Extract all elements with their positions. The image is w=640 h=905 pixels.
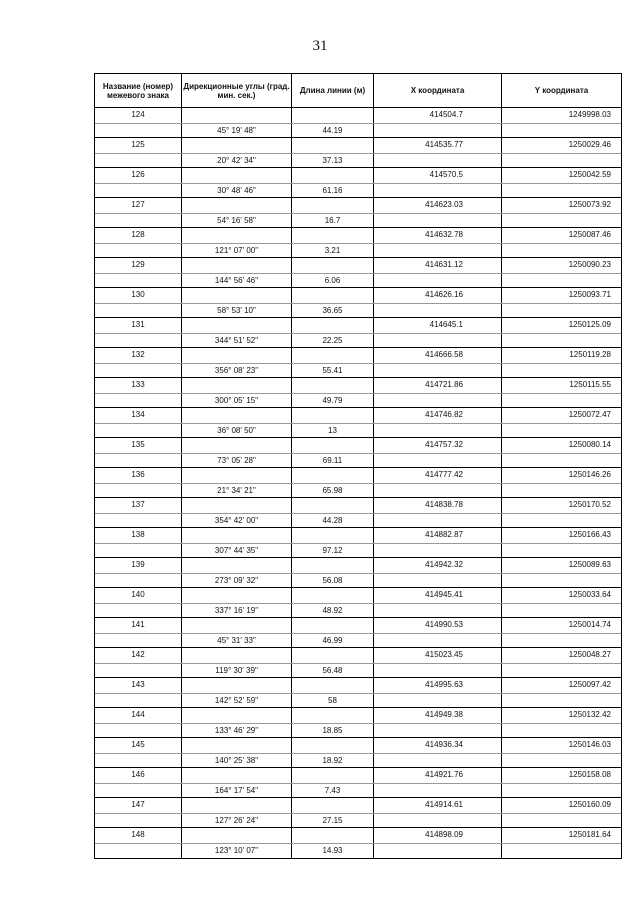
- empty-cell: [374, 634, 502, 649]
- empty-cell: [292, 438, 374, 453]
- line-length: 56.08: [292, 574, 374, 589]
- empty-cell: [292, 168, 374, 183]
- direction-angle: 344° 51' 52": [182, 334, 292, 349]
- empty-cell: [182, 258, 292, 273]
- boundary-mark-name: 134: [95, 408, 182, 423]
- x-coordinate: 414914.61: [374, 798, 502, 813]
- direction-angle: 337° 16' 19": [182, 604, 292, 619]
- empty-cell: [182, 588, 292, 603]
- empty-cell: [502, 454, 621, 469]
- boundary-mark-name: 148: [95, 828, 182, 843]
- x-coordinate: 414504.7: [374, 108, 502, 123]
- x-coordinate: 414936.34: [374, 738, 502, 753]
- header-x: X координата: [374, 74, 502, 107]
- empty-cell: [292, 228, 374, 243]
- empty-cell: [182, 198, 292, 213]
- empty-cell: [182, 768, 292, 783]
- direction-angle: 133° 46' 29": [182, 724, 292, 739]
- line-length: 58: [292, 694, 374, 709]
- empty-cell: [374, 724, 502, 739]
- y-coordinate: 1250073.92: [568, 200, 611, 209]
- x-coordinate: 414631.12: [374, 258, 502, 273]
- table-row: [95, 198, 621, 228]
- empty-cell: [182, 228, 292, 243]
- empty-cell: [182, 318, 292, 333]
- x-coordinate: 414632.78: [374, 228, 502, 243]
- empty-cell: [502, 484, 621, 499]
- direction-angle: 45° 31' 33": [182, 634, 292, 649]
- empty-cell: [502, 604, 621, 619]
- table-row: [95, 318, 621, 348]
- direction-angle: 54° 16' 58": [182, 214, 292, 229]
- boundary-mark-name: 141: [95, 618, 182, 633]
- x-coordinate: 414942.32: [374, 558, 502, 573]
- table-row: [95, 708, 621, 738]
- y-coordinate: 1250170.52: [568, 500, 611, 509]
- line-length: 36.65: [292, 304, 374, 319]
- empty-cell: [502, 634, 621, 649]
- boundary-mark-name: 136: [95, 468, 182, 483]
- boundary-mark-name: 126: [95, 168, 182, 183]
- empty-cell: [502, 154, 621, 169]
- empty-cell: [95, 604, 182, 619]
- x-coordinate: 414623.03: [374, 198, 502, 213]
- empty-cell: [95, 124, 182, 139]
- empty-cell: [95, 574, 182, 589]
- direction-angle: 21° 34' 21": [182, 484, 292, 499]
- empty-cell: [502, 664, 621, 679]
- empty-cell: [374, 664, 502, 679]
- boundary-mark-name: 135: [95, 438, 182, 453]
- empty-cell: [502, 184, 621, 199]
- y-coordinate: 1250087.46: [568, 230, 611, 239]
- boundary-mark-name: 142: [95, 648, 182, 663]
- empty-cell: [182, 678, 292, 693]
- x-coordinate: 414721.86: [374, 378, 502, 393]
- x-coordinate: 414757.32: [374, 438, 502, 453]
- boundary-mark-name: 124: [95, 108, 182, 123]
- empty-cell: [502, 424, 621, 439]
- empty-cell: [374, 214, 502, 229]
- empty-cell: [292, 618, 374, 633]
- line-length: 49.79: [292, 394, 374, 409]
- x-coordinate: 414645.1: [374, 318, 502, 333]
- empty-cell: [502, 694, 621, 709]
- table-row: [95, 408, 621, 438]
- y-coordinate: 1250132.42: [568, 710, 611, 719]
- table-row: [95, 288, 621, 318]
- table-row: [95, 168, 621, 198]
- x-coordinate: 414535.77: [374, 138, 502, 153]
- line-length: 44.19: [292, 124, 374, 139]
- x-coordinate: 414921.76: [374, 768, 502, 783]
- empty-cell: [374, 844, 502, 859]
- direction-angle: 273° 09' 32": [182, 574, 292, 589]
- empty-cell: [502, 304, 621, 319]
- direction-angle: 119° 30' 39": [182, 664, 292, 679]
- empty-cell: [95, 514, 182, 529]
- boundary-mark-name: 144: [95, 708, 182, 723]
- table-row: [95, 768, 621, 798]
- x-coordinate: 414570.5: [374, 168, 502, 183]
- empty-cell: [374, 304, 502, 319]
- direction-angle: 307° 44' 35": [182, 544, 292, 559]
- empty-cell: [95, 664, 182, 679]
- table-row: [95, 558, 621, 588]
- table-body: [95, 108, 621, 858]
- boundary-mark-name: 125: [95, 138, 182, 153]
- table-row: [95, 648, 621, 678]
- empty-cell: [182, 168, 292, 183]
- boundary-mark-name: 130: [95, 288, 182, 303]
- line-length: 3.21: [292, 244, 374, 259]
- empty-cell: [292, 378, 374, 393]
- empty-cell: [95, 814, 182, 829]
- empty-cell: [95, 724, 182, 739]
- direction-angle: 142° 52' 59": [182, 694, 292, 709]
- empty-cell: [95, 334, 182, 349]
- empty-cell: [502, 574, 621, 589]
- direction-angle: 140° 25' 38": [182, 754, 292, 769]
- boundary-mark-name: 138: [95, 528, 182, 543]
- table-row: [95, 228, 621, 258]
- empty-cell: [502, 514, 621, 529]
- empty-cell: [95, 634, 182, 649]
- x-coordinate: 414990.53: [374, 618, 502, 633]
- table-row: [95, 438, 621, 468]
- line-length: 65.98: [292, 484, 374, 499]
- y-coordinate: 1250115.55: [569, 380, 611, 389]
- line-length: 27.15: [292, 814, 374, 829]
- empty-cell: [95, 184, 182, 199]
- line-length: 22.25: [292, 334, 374, 349]
- y-coordinate: 1250048.27: [568, 650, 611, 659]
- boundary-mark-name: 143: [95, 678, 182, 693]
- empty-cell: [95, 244, 182, 259]
- empty-cell: [95, 784, 182, 799]
- x-coordinate: 414626.16: [374, 288, 502, 303]
- y-coordinate: 1250014.74: [568, 620, 611, 629]
- boundary-mark-name: 132: [95, 348, 182, 363]
- empty-cell: [182, 408, 292, 423]
- line-length: 16.7: [292, 214, 374, 229]
- empty-cell: [374, 124, 502, 139]
- direction-angle: 127° 26' 24": [182, 814, 292, 829]
- empty-cell: [95, 544, 182, 559]
- empty-cell: [374, 574, 502, 589]
- direction-angle: 73° 05' 28": [182, 454, 292, 469]
- empty-cell: [182, 288, 292, 303]
- line-length: 56.48: [292, 664, 374, 679]
- empty-cell: [374, 154, 502, 169]
- boundary-mark-name: 133: [95, 378, 182, 393]
- direction-angle: 356° 08' 23": [182, 364, 292, 379]
- line-length: 14.93: [292, 844, 374, 859]
- boundary-mark-name: 146: [95, 768, 182, 783]
- empty-cell: [182, 528, 292, 543]
- line-length: 69.11: [292, 454, 374, 469]
- empty-cell: [182, 738, 292, 753]
- empty-cell: [374, 394, 502, 409]
- empty-cell: [502, 754, 621, 769]
- line-length: 13: [292, 424, 374, 439]
- empty-cell: [292, 348, 374, 363]
- table-row: [95, 528, 621, 558]
- empty-cell: [374, 484, 502, 499]
- line-length: 6.06: [292, 274, 374, 289]
- boundary-mark-name: 127: [95, 198, 182, 213]
- y-coordinate: 1250093.71: [568, 290, 611, 299]
- empty-cell: [502, 724, 621, 739]
- direction-angle: 20° 42' 34": [182, 154, 292, 169]
- empty-cell: [182, 618, 292, 633]
- empty-cell: [182, 798, 292, 813]
- direction-angle: 30° 48' 46": [182, 184, 292, 199]
- y-coordinate: 1250146.03: [568, 740, 611, 749]
- y-coordinate: 1250158.08: [568, 770, 611, 779]
- empty-cell: [374, 814, 502, 829]
- empty-cell: [374, 334, 502, 349]
- boundary-mark-name: 140: [95, 588, 182, 603]
- empty-cell: [95, 304, 182, 319]
- empty-cell: [95, 424, 182, 439]
- y-coordinate: 1250181.64: [568, 830, 611, 839]
- empty-cell: [502, 544, 621, 559]
- y-coordinate: 1250072.47: [568, 410, 611, 419]
- table-header: [95, 74, 621, 108]
- empty-cell: [182, 828, 292, 843]
- page-number: 31: [312, 38, 328, 54]
- line-length: 7.43: [292, 784, 374, 799]
- empty-cell: [292, 708, 374, 723]
- table-row: [95, 678, 621, 708]
- empty-cell: [374, 604, 502, 619]
- boundary-mark-name: 139: [95, 558, 182, 573]
- empty-cell: [502, 214, 621, 229]
- table-row: [95, 828, 621, 858]
- table-row: [95, 258, 621, 288]
- y-coordinate: 1250029.46: [568, 140, 611, 149]
- empty-cell: [182, 498, 292, 513]
- boundary-mark-name: 147: [95, 798, 182, 813]
- empty-cell: [502, 124, 621, 139]
- y-coordinate: 1250166.43: [568, 530, 611, 539]
- empty-cell: [182, 138, 292, 153]
- empty-cell: [182, 648, 292, 663]
- empty-cell: [374, 694, 502, 709]
- boundary-mark-name: 145: [95, 738, 182, 753]
- empty-cell: [374, 364, 502, 379]
- x-coordinate: 414995.63: [374, 678, 502, 693]
- empty-cell: [292, 738, 374, 753]
- empty-cell: [182, 438, 292, 453]
- x-coordinate: 414746.82: [374, 408, 502, 423]
- empty-cell: [292, 528, 374, 543]
- table-row: [95, 618, 621, 648]
- y-coordinate: 1250080.14: [568, 440, 611, 449]
- empty-cell: [95, 484, 182, 499]
- empty-cell: [182, 468, 292, 483]
- table-row: [95, 378, 621, 408]
- x-coordinate: 414838.78: [374, 498, 502, 513]
- empty-cell: [292, 258, 374, 273]
- empty-cell: [292, 408, 374, 423]
- table-row: [95, 498, 621, 528]
- table-row: [95, 348, 621, 378]
- empty-cell: [292, 138, 374, 153]
- x-coordinate: 414949.38: [374, 708, 502, 723]
- y-coordinate: 1250033.64: [568, 590, 611, 599]
- line-length: 44.28: [292, 514, 374, 529]
- x-coordinate: 415023.45: [374, 648, 502, 663]
- empty-cell: [95, 154, 182, 169]
- direction-angle: 121° 07' 00": [182, 244, 292, 259]
- empty-cell: [292, 828, 374, 843]
- empty-cell: [182, 378, 292, 393]
- line-length: 48.92: [292, 604, 374, 619]
- x-coordinate: 414945.41: [374, 588, 502, 603]
- line-length: 55.41: [292, 364, 374, 379]
- empty-cell: [95, 754, 182, 769]
- y-coordinate: 1250146.26: [568, 470, 611, 479]
- empty-cell: [182, 558, 292, 573]
- empty-cell: [292, 768, 374, 783]
- header-angles: Дирекционные углы (град. мин. сек.): [182, 74, 292, 107]
- y-coordinate: 1249998.03: [568, 110, 611, 119]
- table-row: [95, 108, 621, 138]
- empty-cell: [292, 468, 374, 483]
- empty-cell: [292, 108, 374, 123]
- empty-cell: [95, 394, 182, 409]
- header-y: Y координата: [534, 86, 589, 95]
- direction-angle: 123° 10' 07": [182, 844, 292, 859]
- line-length: 18.92: [292, 754, 374, 769]
- y-coordinate: 1250119.28: [569, 350, 611, 359]
- boundary-mark-name: 129: [95, 258, 182, 273]
- y-coordinate: 1250089.63: [568, 560, 611, 569]
- empty-cell: [502, 334, 621, 349]
- coordinates-table: [94, 73, 622, 859]
- empty-cell: [374, 544, 502, 559]
- empty-cell: [374, 424, 502, 439]
- boundary-mark-name: 131: [95, 318, 182, 333]
- empty-cell: [95, 454, 182, 469]
- direction-angle: 58° 53' 10": [182, 304, 292, 319]
- empty-cell: [502, 844, 621, 859]
- empty-cell: [374, 754, 502, 769]
- empty-cell: [95, 364, 182, 379]
- empty-cell: [292, 588, 374, 603]
- empty-cell: [374, 274, 502, 289]
- table-row: [95, 468, 621, 498]
- empty-cell: [374, 784, 502, 799]
- y-coordinate: 1250042.59: [568, 170, 611, 179]
- empty-cell: [95, 694, 182, 709]
- header-name: Название (номер) межевого знака: [95, 74, 182, 107]
- empty-cell: [502, 394, 621, 409]
- table-row: [95, 738, 621, 768]
- line-length: 97.12: [292, 544, 374, 559]
- y-coordinate: 1250160.09: [568, 800, 611, 809]
- empty-cell: [374, 454, 502, 469]
- empty-cell: [502, 244, 621, 259]
- empty-cell: [292, 678, 374, 693]
- empty-cell: [292, 498, 374, 513]
- direction-angle: 36° 08' 50": [182, 424, 292, 439]
- direction-angle: 164° 17' 54": [182, 784, 292, 799]
- empty-cell: [374, 184, 502, 199]
- empty-cell: [182, 108, 292, 123]
- empty-cell: [182, 708, 292, 723]
- line-length: 37.13: [292, 154, 374, 169]
- empty-cell: [502, 784, 621, 799]
- direction-angle: 45° 19' 48": [182, 124, 292, 139]
- header-length: Длина линии (м): [292, 74, 374, 107]
- line-length: 61.16: [292, 184, 374, 199]
- direction-angle: 354° 42' 00": [182, 514, 292, 529]
- empty-cell: [502, 364, 621, 379]
- direction-angle: 144° 56' 46": [182, 274, 292, 289]
- empty-cell: [292, 798, 374, 813]
- y-coordinate: 1250125.09: [568, 320, 611, 329]
- empty-cell: [374, 514, 502, 529]
- empty-cell: [292, 648, 374, 663]
- x-coordinate: 414898.09: [374, 828, 502, 843]
- line-length: 18.85: [292, 724, 374, 739]
- direction-angle: 300° 05' 15": [182, 394, 292, 409]
- empty-cell: [95, 844, 182, 859]
- boundary-mark-name: 128: [95, 228, 182, 243]
- empty-cell: [95, 274, 182, 289]
- empty-cell: [292, 198, 374, 213]
- empty-cell: [95, 214, 182, 229]
- x-coordinate: 414666.58: [374, 348, 502, 363]
- empty-cell: [292, 318, 374, 333]
- empty-cell: [502, 274, 621, 289]
- x-coordinate: 414882.87: [374, 528, 502, 543]
- table-row: [95, 588, 621, 618]
- table-row: [95, 798, 621, 828]
- y-coordinate: 1250090.23: [568, 260, 611, 269]
- boundary-mark-name: 137: [95, 498, 182, 513]
- y-coordinate: 1250097.42: [568, 680, 611, 689]
- empty-cell: [374, 244, 502, 259]
- table-row: [95, 138, 621, 168]
- empty-cell: [292, 558, 374, 573]
- empty-cell: [502, 814, 621, 829]
- empty-cell: [292, 288, 374, 303]
- line-length: 46.99: [292, 634, 374, 649]
- empty-cell: [182, 348, 292, 363]
- x-coordinate: 414777.42: [374, 468, 502, 483]
